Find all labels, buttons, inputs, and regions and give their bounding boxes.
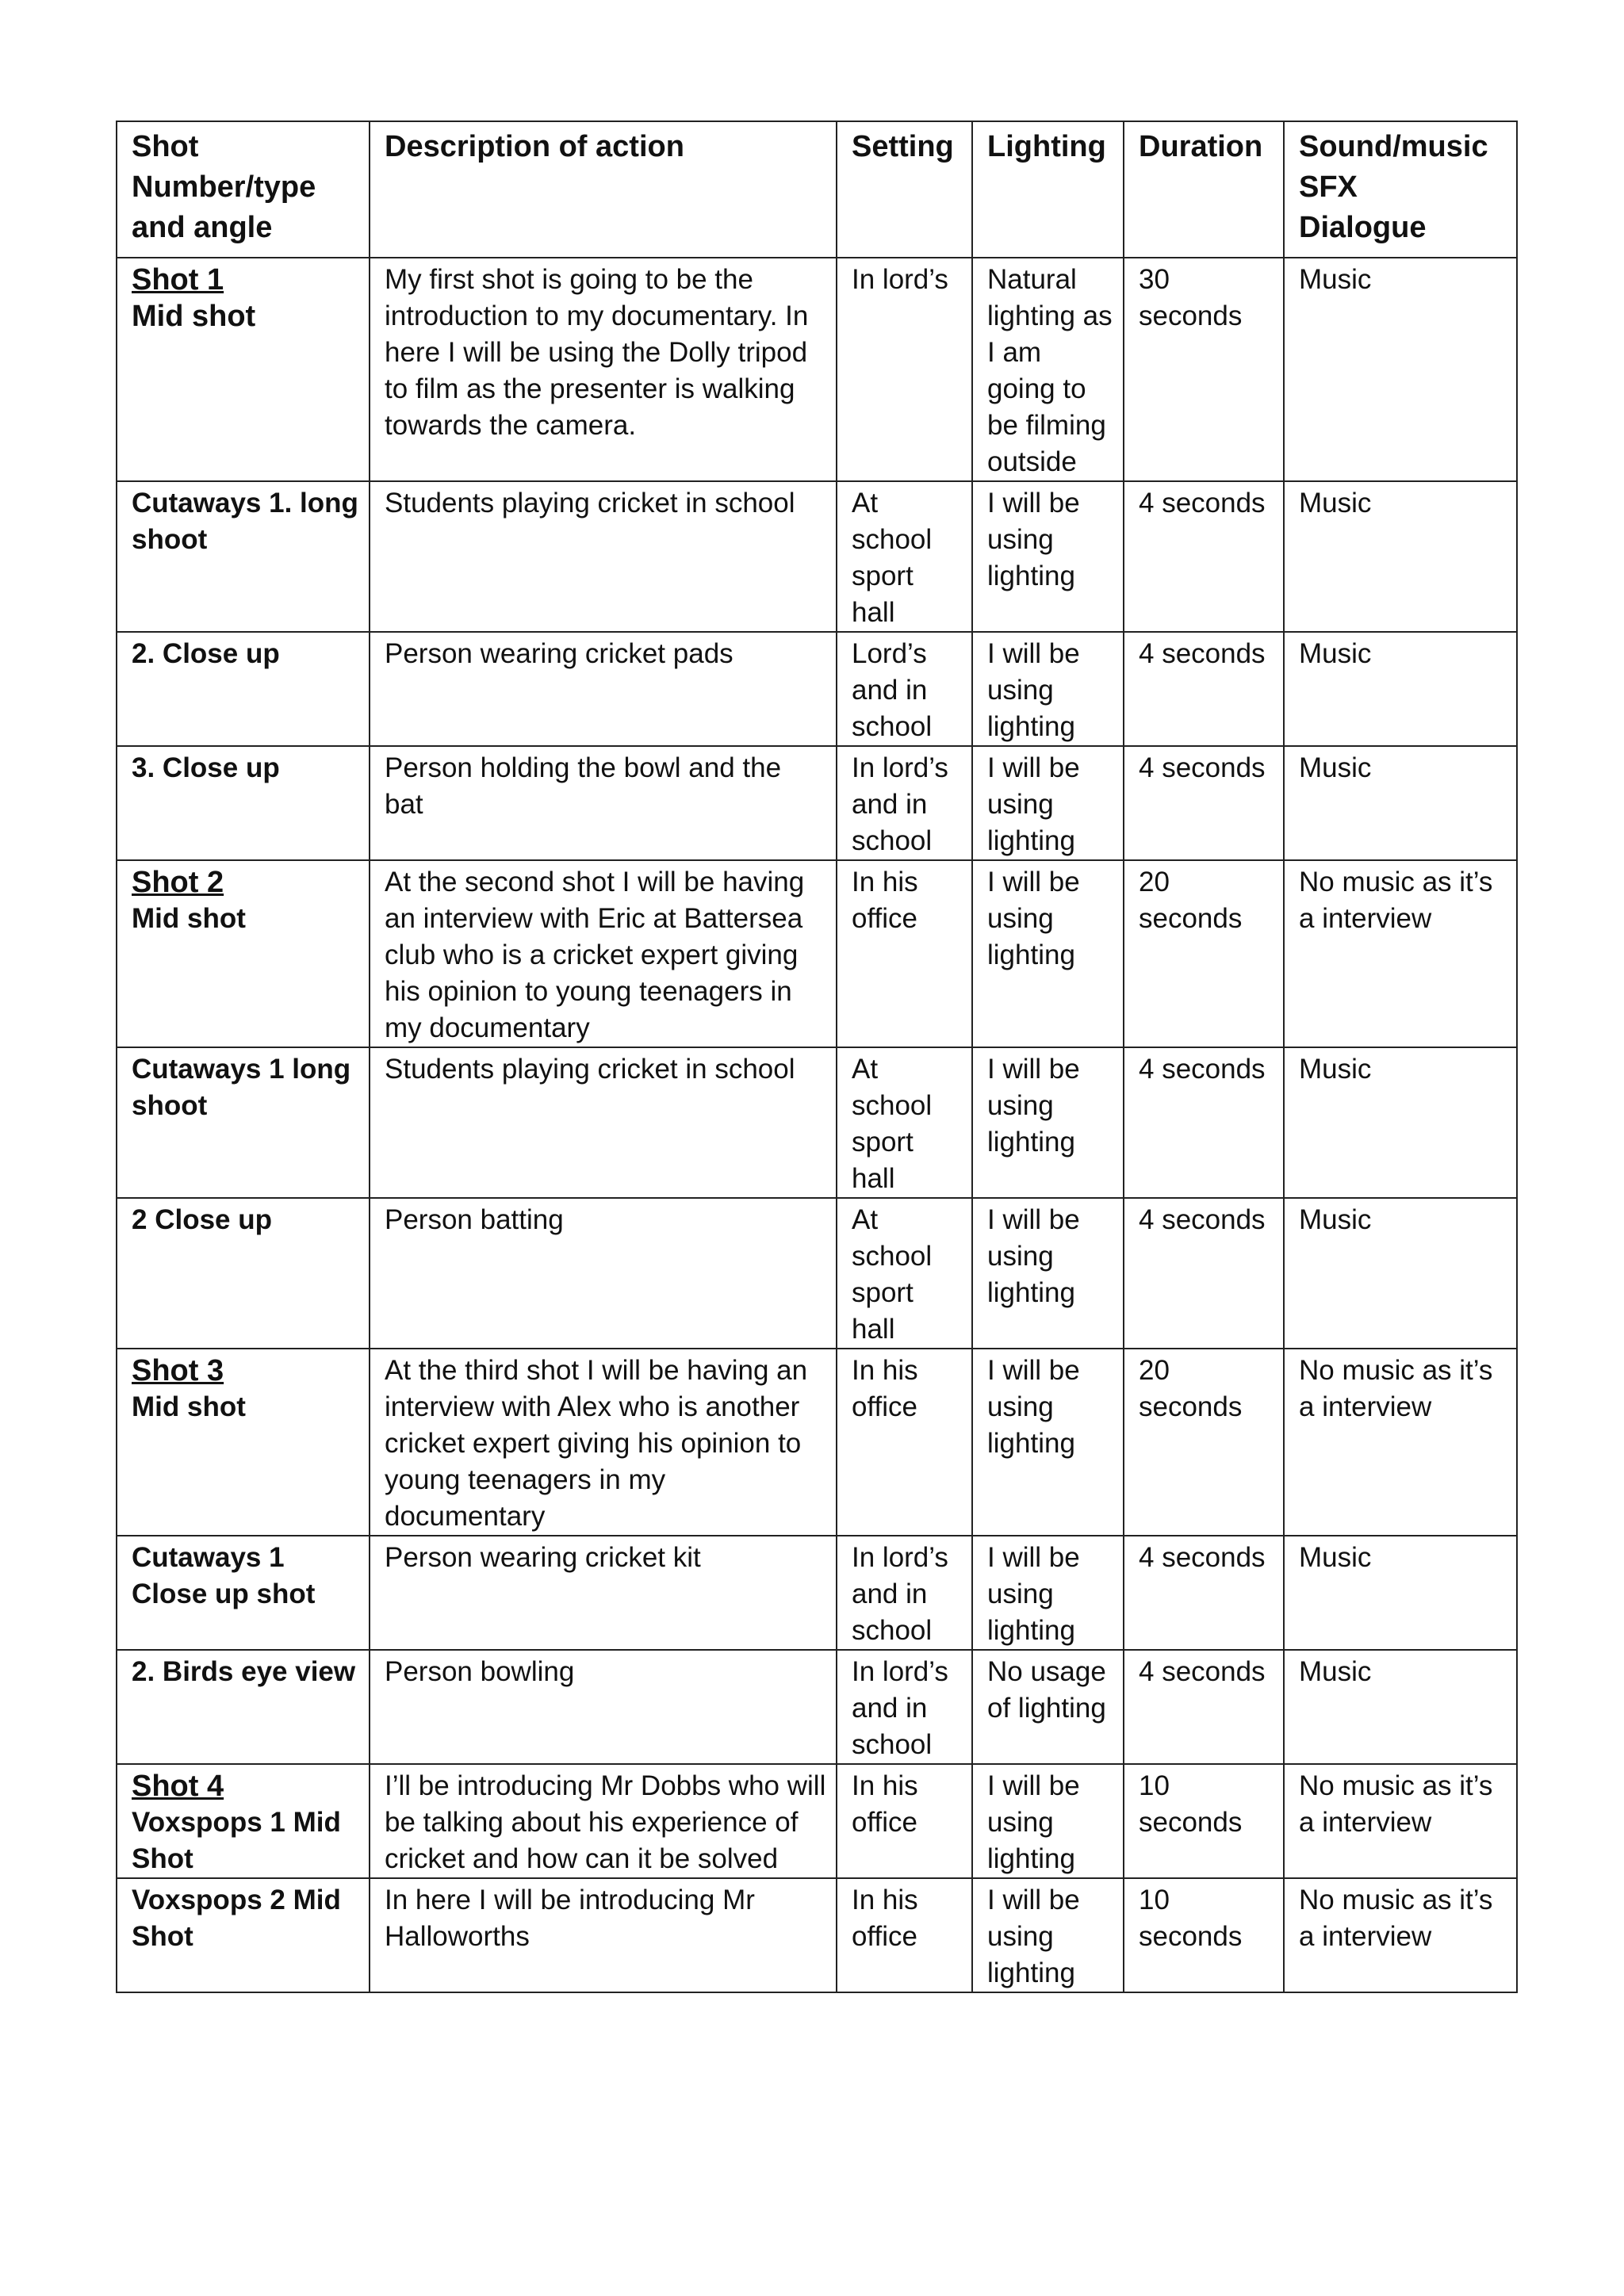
duration-cell: 10 seconds [1124,1878,1284,1992]
shot-cell [117,860,370,1047]
shot-cell [117,1878,370,1992]
setting-cell: In lord’s and in school [837,746,972,860]
setting-cell: At school sport hall [837,1047,972,1198]
sound-cell: Music [1284,1650,1517,1764]
shot-cell [117,1349,370,1536]
lighting-cell: Natural lighting as I am going to be filming outside [972,258,1124,481]
shot-type: Cutaways 1 long shoot [132,1054,351,1121]
sound-cell: Music [1284,481,1517,632]
setting-cell: In lord’s and in school [837,1650,972,1764]
table-row [117,481,1517,632]
description-cell: My first shot is going to be the introduction to my documentary. In here I will be using the Dolly tripod to film as the presenter is walking towards the camera. [370,258,837,481]
shot-type: Cutaways 1. long shoot [132,488,358,555]
sound-cell: No music as it’s a interview [1284,1764,1517,1878]
duration-cell: 20 seconds [1124,1349,1284,1536]
lighting-cell: I will be using lighting [972,1349,1124,1536]
setting-cell: At school sport hall [837,1198,972,1349]
table-row [117,632,1517,746]
header-description: Description of action [370,121,837,258]
description-cell: I’ll be introducing Mr Dobbs who will be talking about his experience of cricket and how can it be solved [370,1764,837,1878]
description-cell: Person wearing cricket kit [370,1536,837,1650]
shot-type: 2 Close up [132,1204,272,1235]
sound-cell: No music as it’s a interview [1284,1349,1517,1536]
sound-cell: Music [1284,1198,1517,1349]
duration-cell: 4 seconds [1124,1650,1284,1764]
sound-cell: Music [1284,632,1517,746]
duration-cell: 30 seconds [1124,258,1284,481]
setting-cell: In his office [837,1878,972,1992]
duration-cell: 4 seconds [1124,1047,1284,1198]
description-cell: Person bowling [370,1650,837,1764]
shot-type: Voxspops 2 Mid Shot [132,1885,341,1952]
sound-cell: No music as it’s a interview [1284,1878,1517,1992]
shot-cell [117,1198,370,1349]
shot-type: 3. Close up [132,752,280,783]
sound-cell: No music as it’s a interview [1284,860,1517,1047]
shot-cell [117,1650,370,1764]
shot-title: Shot 4 [132,1770,224,1803]
description-cell: In here I will be introducing Mr Halloworths [370,1878,837,1992]
shot-cell [117,481,370,632]
table-row [117,1764,1517,1878]
shot-cell [117,1764,370,1878]
shot-list-table [116,121,1518,1993]
sound-cell: Music [1284,1047,1517,1198]
setting-cell: In lord’s [837,258,972,481]
description-cell: Students playing cricket in school [370,1047,837,1198]
lighting-cell: I will be using lighting [972,1536,1124,1650]
setting-cell: Lord’s and in school [837,632,972,746]
table-header-row [117,121,1517,258]
duration-cell: 10 seconds [1124,1764,1284,1878]
description-cell: Person wearing cricket pads [370,632,837,746]
table-row [117,860,1517,1047]
lighting-cell: I will be using lighting [972,746,1124,860]
shot-cell [117,258,370,481]
lighting-cell: I will be using lighting [972,1198,1124,1349]
shot-type: Cutaways 1 Close up shot [132,1542,316,1609]
duration-cell: 20 seconds [1124,860,1284,1047]
table-row [117,746,1517,860]
shot-cell [117,746,370,860]
duration-cell: 4 seconds [1124,481,1284,632]
shot-type: Mid shot [132,1391,246,1422]
duration-cell: 4 seconds [1124,1536,1284,1650]
setting-cell: In his office [837,1349,972,1536]
shot-title: Shot 2 [132,866,224,899]
description-cell: Students playing cricket in school [370,481,837,632]
shot-cell [117,632,370,746]
table-row [117,1878,1517,1992]
shot-cell [117,1047,370,1198]
duration-cell: 4 seconds [1124,746,1284,860]
table-row [117,258,1517,481]
sound-cell: Music [1284,1536,1517,1650]
table-row [117,1047,1517,1198]
duration-cell: 4 seconds [1124,632,1284,746]
header-duration: Duration [1124,121,1284,258]
sound-cell: Music [1284,258,1517,481]
setting-cell: In his office [837,860,972,1047]
table-row [117,1198,1517,1349]
lighting-cell: I will be using lighting [972,860,1124,1047]
table-row [117,1536,1517,1650]
setting-cell: At school sport hall [837,481,972,632]
shot-title: Shot 1 [132,263,224,297]
header-setting: Setting [837,121,972,258]
shot-type: Mid shot [132,903,246,934]
header-sound: Sound/music SFX Dialogue [1284,121,1517,258]
setting-cell: In lord’s and in school [837,1536,972,1650]
description-cell: Person holding the bowl and the bat [370,746,837,860]
lighting-cell: I will be using lighting [972,1047,1124,1198]
lighting-cell: I will be using lighting [972,632,1124,746]
shot-title: Shot 3 [132,1354,224,1387]
duration-cell: 4 seconds [1124,1198,1284,1349]
table-row [117,1650,1517,1764]
lighting-cell: No usage of lighting [972,1650,1124,1764]
shot-cell [117,1536,370,1650]
lighting-cell: I will be using lighting [972,1764,1124,1878]
lighting-cell: I will be using lighting [972,481,1124,632]
description-cell: Person batting [370,1198,837,1349]
shot-type: Mid shot [132,300,256,333]
header-lighting: Lighting [972,121,1124,258]
table-row [117,1349,1517,1536]
description-cell: At the second shot I will be having an interview with Eric at Battersea club who is a cricket expert giving his opinion to young teenagers in my documentary [370,860,837,1047]
sound-cell: Music [1284,746,1517,860]
setting-cell: In his office [837,1764,972,1878]
lighting-cell: I will be using lighting [972,1878,1124,1992]
description-cell: At the third shot I will be having an interview with Alex who is another cricket expert giving his opinion to young teenagers in my documentary [370,1349,837,1536]
shot-type: Voxspops 1 Mid Shot [132,1807,341,1874]
header-shot: Shot Number/type and angle [117,121,370,258]
shot-type: 2. Birds eye view [132,1656,356,1687]
shot-type: 2. Close up [132,638,280,669]
